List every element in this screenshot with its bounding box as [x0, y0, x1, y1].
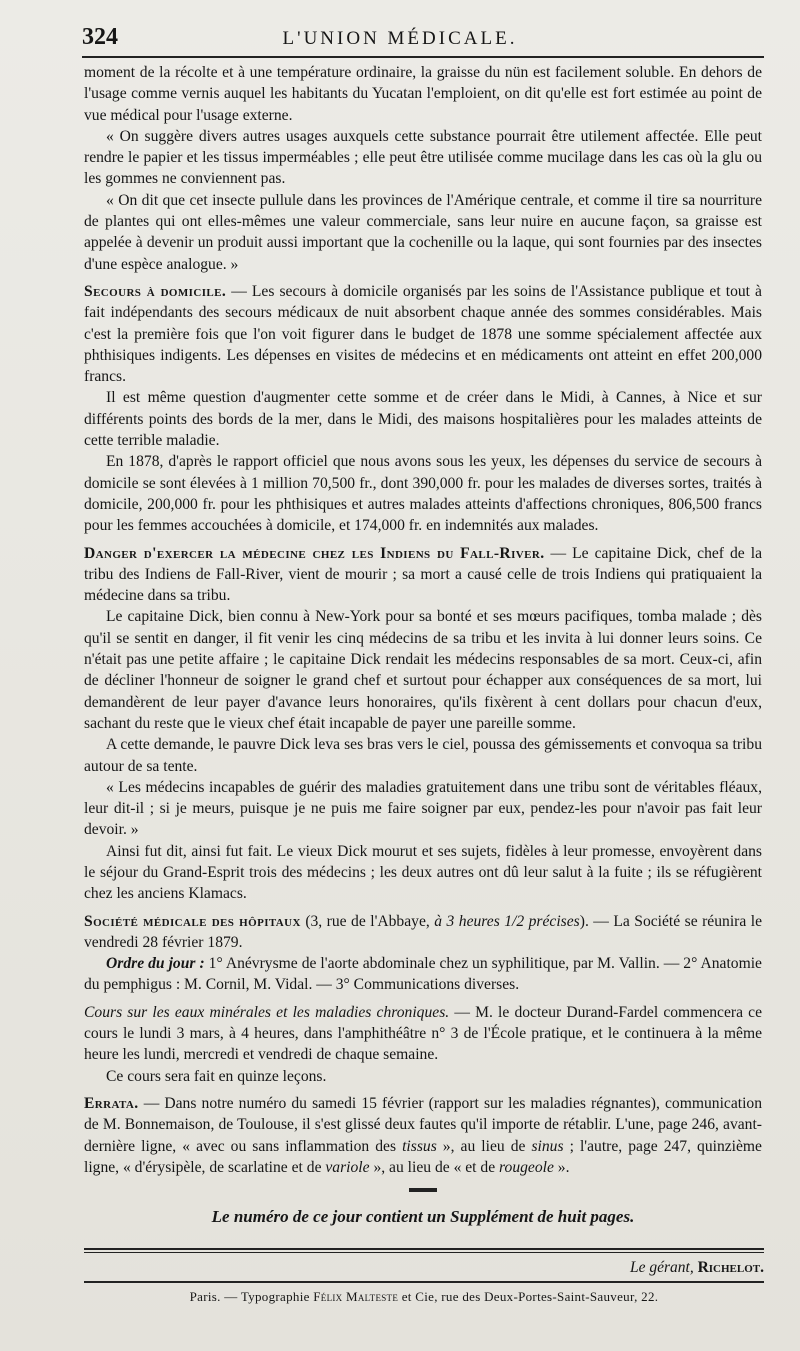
article-danger [84, 543, 762, 905]
secours-paragraph-3: En 1878, d'après le rapport officiel que nous avons sous les yeux, les dépenses du service de secours à domicile se sont élevées à 1 million 70,500 fr., dont 390,000 fr. pour les malades de diverses sortes, traités à domicile, 200,000 fr. pour les phthisiques et autres malades atteints d'affections chroniques, 806,500 francs pour les femmes accouchées à domicile, et 174,000 fr. en indemnités aux malades. [84, 453, 762, 535]
imprint-text-b: et Cie, rue des Deux-Portes-Saint-Sauveur, 22. [398, 1289, 659, 1304]
errata-word-4: rougeole [499, 1158, 554, 1176]
errata-word-3: variole [325, 1158, 370, 1176]
danger-paragraph-1: — Le capitaine Dick, chef de la tribu des Indiens de Fall-River, vient de mourir ; sa mort a causé celle de trois Indiens qui pratiquaient la médecine dans sa tribu. [84, 544, 763, 605]
cours-heading: Cours sur les eaux minérales et les maladies chroniques. [84, 1003, 450, 1021]
article-cours [84, 1002, 762, 1087]
secours-heading: Secours à domicile. [84, 282, 227, 300]
societe-text-a: (3, rue de l'Abbaye, [300, 912, 435, 930]
imprint-text-a: Paris. — Typographie [189, 1289, 314, 1304]
journal-title: L'UNION MÉDICALE. [282, 28, 518, 49]
danger-heading: Danger d'exercer la médecine chez les Indiens du Fall-River. [84, 544, 545, 562]
page-footer [84, 1248, 764, 1305]
manager-name: Richelot. [697, 1259, 764, 1276]
secours-paragraph-2: Il est même question d'augmenter cette somme et de créer dans le Midi, à Cannes, à Nice et sur différents points des bords de la mer, dans le Midi, des maisons hospitalières pour les malades atteints de cette terrible maladie. [84, 389, 762, 450]
article-intro [84, 62, 762, 275]
secours-paragraph-1: — Les secours à domicile organisés par les soins de l'Assistance publique et tout à fait indépendants des secours médicaux de nuit absorbent chaque année des sommes considérables. Mais c'est la première fois que l'on voit figurer dans le budget de 1878 une somme spécialement affectée aux phthisiques indigents. Les dépenses en visites de médecins et en médicaments ont atteint en effet 200,000 francs. [84, 282, 762, 386]
intro-paragraph-3: « On dit que cet insecte pullule dans les provinces de l'Amérique centrale, et comme il tire sa nourriture de plantes qui ont elles-mêmes une valeur commerciale, sans leur nuire en aucune façon, sa graisse est appelée à devenir un produit aussi important que la cochenille ou la laque, qui sont fournies par des insectes d'une espèce analogue. » [84, 191, 762, 273]
ordre-label: Ordre du jour : [106, 955, 205, 973]
imprint-name: Félix Malteste [313, 1289, 399, 1304]
cours-paragraph-1: — M. le docteur Durand-Fardel commencera ce cours le lundi 3 mars, à 4 heures, dans l'amphithéâtre n° 3 de l'École pratique, et le continuera à la même heure les lundi, mercredi et vendredi de chaque semaine. [84, 1003, 763, 1064]
footer-rule [84, 1281, 764, 1283]
societe-text-b: ). — La Société se réunira le vendredi 28 février 1879. [84, 912, 762, 951]
footer-rule-double [84, 1248, 764, 1253]
article-body [84, 62, 762, 1227]
danger-paragraph-4: « Les médecins incapables de guérir des maladies gratuitement dans une tribu sont de véritables fléaux, leur dit-il ; si je meurs, puisque je ne puis me faire soigner par eux, pendez-les pour n'avoir pas fait leur devoir. » [84, 778, 762, 839]
running-head [0, 18, 800, 52]
manager-line [84, 1259, 764, 1277]
article-secours [84, 281, 762, 537]
article-societe [84, 911, 762, 996]
ornament-rule [409, 1188, 437, 1192]
societe-time: à 3 heures 1/2 précises [434, 912, 580, 930]
intro-paragraph-1: moment de la récolte et à une température ordinaire, la graisse du nün est facilement soluble. En dehors de l'usage comme vernis auquel les habitants du Yucatan l'emploient, on dit qu'elle est fort estimée au point de vue médical pour l'usage externe. [84, 64, 762, 124]
danger-paragraph-5: Ainsi fut dit, ainsi fut fait. Le vieux Dick mourut et ses sujets, fidèles à leur promesse, envoyèrent dans le séjour du Grand-Esprit trois des médecins ; les deux autres ont dû leur salut à la fuite ; ils se réfugièrent chez les anciens Klamacs. [84, 842, 762, 903]
ordre-text: 1° Anévrysme de l'aorte abdominale chez un syphilitique, par M. Vallin. — 2° Anatomie du pemphigus : M. Cornil, M. Vidal. — 3° Communications diverses. [84, 955, 762, 994]
supplement-notice: Le numéro de ce jour contient un Supplément de huit pages. [211, 1207, 635, 1227]
errata-word-2: sinus [531, 1137, 564, 1155]
danger-paragraph-3: A cette demande, le pauvre Dick leva ses bras vers le ciel, poussa des gémissements et convoqua sa tribu autour de sa tente. [84, 736, 762, 775]
errata-heading: Errata. [84, 1094, 139, 1112]
errata-text-e: ». [553, 1158, 570, 1176]
intro-paragraph-2: « On suggère divers autres usages auxquels cette substance pourrait être utilement affectée. Elle peut rendre le papier et les tissus imperméables ; elle peut être utilisée comme mucilage dans les cas où la glu ou les gommes ne conviennent pas. [84, 127, 762, 188]
imprint-line [84, 1289, 764, 1305]
danger-paragraph-2: Le capitaine Dick, bien connu à New-York pour sa bonté et ses mœurs pacifiques, tomba malade ; dès qu'il se sentit en danger, il fit venir les cinq médecins de sa tribu et les invita à lui donner leurs soins. Ce n'était pas une petite affaire ; le capitaine Dick rendait les médecins responsables de sa mort. Ceux-ci, afin de décliner l'honneur de soigner le grand chef et surtout pour échapper aux conséquences de sa mort, lui demandèrent de leur payer d'avance leurs honoraires, qu'ils fixèrent à cent dollars pour chacun d'eux, sachant du reste que le vieux chef était incapable de payer une pareille somme. [84, 608, 762, 732]
cours-paragraph-2: Ce cours sera fait en quinze leçons. [106, 1067, 327, 1085]
manager-label: Le gérant, [629, 1259, 694, 1276]
errata-text-b: », au lieu de [436, 1137, 532, 1155]
errata-text-d: », au lieu de « et de [369, 1158, 500, 1176]
errata-word-1: tissus [402, 1137, 437, 1155]
article-errata [84, 1093, 762, 1178]
header-rule [82, 56, 764, 58]
errata-text-c: ; l'autre, page 247, quinzième ligne, « d'érysipèle, de scarlatine et de [84, 1137, 762, 1176]
errata-text-a: — Dans notre numéro du samedi 15 février (rapport sur les maladies régnantes), communication de M. Bonnemaison, de Toulouse, il s'est glissé deux fautes qu'il importe de rétablir. L'une, page 246, avant-dernière ligne, « avec ou sans inflammation des [84, 1094, 762, 1155]
page-number: 324 [82, 24, 118, 50]
societe-heading: Société médicale des hôpitaux [84, 912, 301, 930]
